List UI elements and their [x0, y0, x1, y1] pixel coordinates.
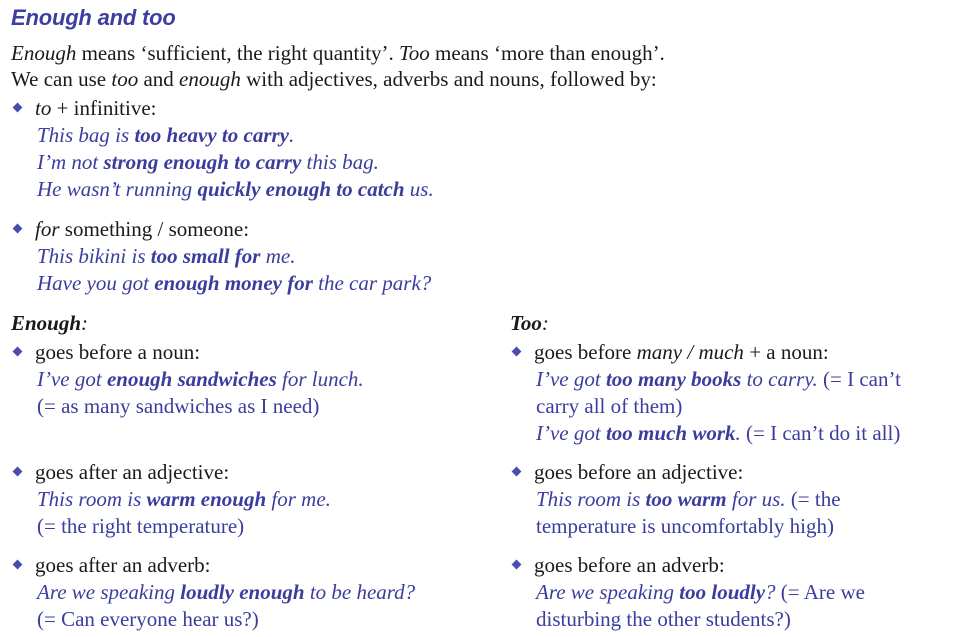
example-text: .	[735, 421, 741, 445]
example-text: I’ve got	[536, 421, 606, 445]
heading-italic: to	[35, 96, 52, 120]
heading-text: + a noun:	[743, 340, 829, 364]
example-text: for lunch.	[276, 367, 364, 391]
heading-text: goes before	[534, 340, 637, 364]
example-highlight: enough sandwiches	[106, 367, 277, 391]
enough-rule-adjective: goes after an adjective:	[35, 460, 230, 484]
diamond-bullet-icon	[513, 561, 525, 573]
example-text: to carry.	[741, 367, 818, 391]
intro-enough-word: Enough	[11, 41, 77, 65]
example-text: ?	[765, 580, 776, 604]
diamond-bullet-icon	[14, 561, 26, 573]
heading-text: + infinitive:	[51, 96, 157, 120]
too-rule-adverb: goes before an adverb:	[534, 553, 725, 577]
example-text: He wasn’t running	[37, 177, 198, 201]
example-text: I’ve got	[37, 367, 107, 391]
too-column-heading	[510, 310, 549, 336]
example-highlight: strong enough to carry	[103, 150, 302, 174]
example-sentence	[37, 149, 379, 175]
example-note: (= the right temperature)	[37, 514, 245, 538]
too-rule-adjective: goes before an adjective:	[534, 460, 744, 484]
heading-text: Too	[510, 311, 542, 335]
too-rule-noun	[534, 339, 829, 365]
example-highlight: too heavy to carry	[134, 123, 289, 147]
example-text: Are we speaking	[37, 580, 181, 604]
heading-colon: :	[81, 311, 89, 335]
diamond-bullet-icon	[14, 104, 26, 116]
example-note: (= I can’t	[817, 367, 901, 391]
diamond-bullet-icon	[14, 348, 26, 360]
example-sentence	[536, 366, 901, 392]
example-note: disturbing the other students?)	[536, 607, 791, 631]
diamond-bullet-icon	[513, 468, 525, 480]
example-text: Have you got	[37, 271, 155, 295]
intro-line-1	[11, 40, 665, 66]
intro-text: with adjectives, adverbs and nouns, followed by:	[240, 67, 657, 91]
intro-text: means ‘sufficient, the right quantity’.	[76, 41, 400, 65]
example-text: Are we speaking	[536, 580, 680, 604]
intro-too-word: too	[111, 67, 139, 91]
example-highlight: too loudly	[679, 580, 766, 604]
heading-colon: :	[541, 311, 549, 335]
heading-text: Enough	[11, 311, 82, 335]
example-highlight: too much work	[605, 421, 736, 445]
example-text: This bag is	[37, 123, 135, 147]
example-text: to be heard?	[304, 580, 416, 604]
example-note: carry all of them)	[536, 394, 683, 418]
example-text: us.	[404, 177, 434, 201]
intro-text: We can use	[11, 67, 112, 91]
heading-italic: many / much	[636, 340, 744, 364]
page-title: Enough and too	[11, 5, 176, 30]
example-text: This bikini is	[37, 244, 151, 268]
example-highlight: too small for	[150, 244, 261, 268]
example-note: (= as many sandwiches as I need)	[37, 394, 320, 418]
example-sentence	[37, 122, 294, 148]
example-highlight: warm enough	[146, 487, 267, 511]
example-sentence	[536, 579, 865, 605]
example-sentence	[37, 486, 331, 512]
diamond-bullet-icon	[14, 225, 26, 237]
example-highlight: too many books	[605, 367, 742, 391]
intro-text: means ‘more than enough’.	[429, 41, 665, 65]
example-text: this bag.	[301, 150, 379, 174]
example-highlight: loudly enough	[180, 580, 305, 604]
enough-column-heading	[11, 310, 88, 336]
example-sentence	[37, 270, 431, 296]
section-infinitive-heading	[35, 95, 157, 121]
example-note: temperature is uncomfortably high)	[536, 514, 834, 538]
example-note: (= I can’t do it all)	[740, 421, 901, 445]
example-text: This room is	[37, 487, 147, 511]
example-text: for me.	[266, 487, 331, 511]
heading-italic: for	[35, 217, 60, 241]
diamond-bullet-icon	[513, 348, 525, 360]
intro-line-2	[11, 66, 657, 92]
example-highlight: quickly enough to catch	[197, 177, 405, 201]
intro-too-word: Too	[399, 41, 430, 65]
example-sentence	[37, 176, 434, 202]
example-sentence	[37, 243, 295, 269]
example-note: (= Are we	[775, 580, 865, 604]
intro-enough-word: enough	[179, 67, 241, 91]
example-sentence	[37, 366, 364, 392]
example-note: (= the	[785, 487, 841, 511]
example-sentence	[536, 486, 841, 512]
example-text: for us.	[726, 487, 786, 511]
section-for-heading	[35, 216, 249, 242]
example-highlight: too warm	[645, 487, 727, 511]
example-text: the car park?	[312, 271, 432, 295]
example-text: me.	[260, 244, 296, 268]
heading-text: something / someone:	[59, 217, 250, 241]
enough-rule-adverb: goes after an adverb:	[35, 553, 211, 577]
example-text: This room is	[536, 487, 646, 511]
example-text: I’m not	[37, 150, 104, 174]
example-highlight: enough money for	[154, 271, 313, 295]
example-text: .	[289, 123, 295, 147]
example-sentence	[536, 420, 900, 446]
diamond-bullet-icon	[14, 468, 26, 480]
intro-text: and	[138, 67, 180, 91]
enough-rule-noun: goes before a noun:	[35, 340, 201, 364]
example-sentence	[37, 579, 415, 605]
example-text: I’ve got	[536, 367, 606, 391]
example-note: (= Can everyone hear us?)	[37, 607, 259, 631]
